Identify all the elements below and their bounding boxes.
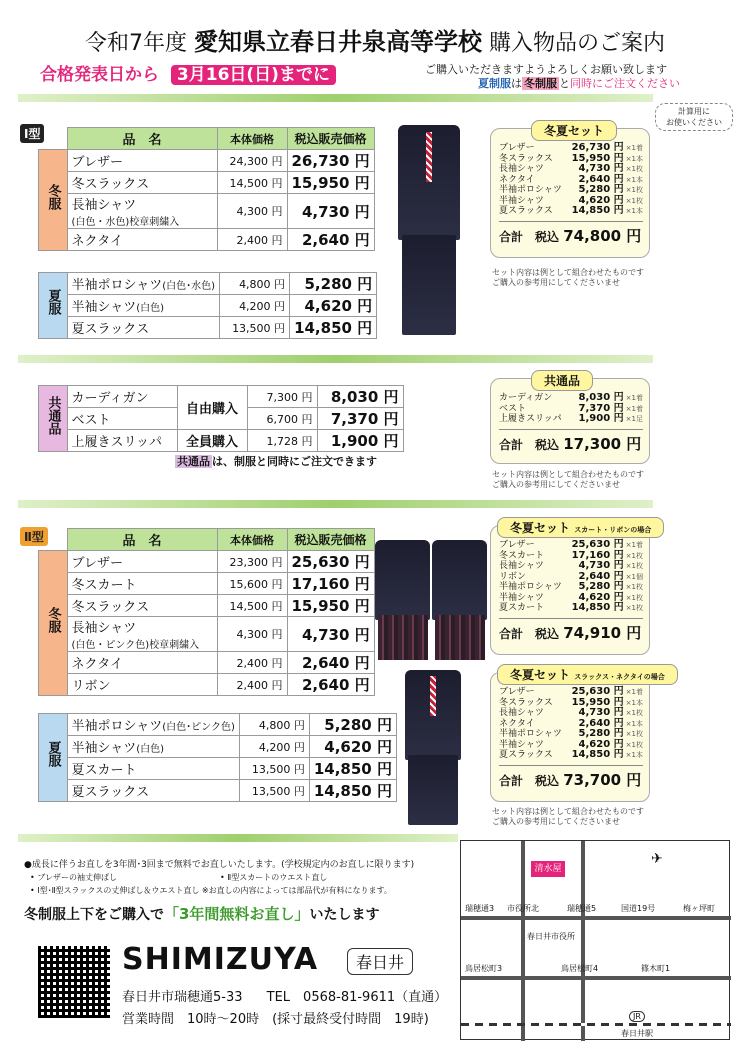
table-row: [39, 172, 375, 194]
table-row: [39, 430, 404, 452]
set-row: 半袖ポロシャツ 5,280 円 ×1枚: [499, 581, 643, 592]
table-row: [39, 150, 375, 172]
base-price: 2,400 円: [217, 674, 287, 696]
item-name: 夏スラックス: [67, 780, 239, 802]
set-row: 上履きスリッパ 1,900 円 ×1足: [499, 413, 643, 424]
tax-price: 2,640 円: [287, 229, 374, 251]
table-row: [39, 652, 375, 674]
type1-summer-table: [38, 272, 377, 339]
set-row: 夏スラックス 14,850 円 ×1本: [499, 205, 643, 216]
map-label: 鳥居松町3: [465, 964, 503, 973]
shop-hours: 営業時間 10時～20時 (採寸最終受付時間 19時): [122, 1012, 429, 1027]
item-name: カーディガン: [67, 386, 177, 408]
map-label: 鳥居松町4: [561, 964, 599, 973]
deadline-date: 3月16日(日)までに: [171, 65, 336, 85]
table-row: [39, 229, 375, 251]
item-name: 冬スラックス: [67, 595, 217, 617]
set-row: ブレザー 26,730 円 ×1着: [499, 142, 643, 153]
item-name: 夏スカート: [67, 758, 239, 780]
base-price: 4,800 円: [239, 714, 309, 736]
type2-badge: Ⅱ型: [20, 527, 48, 546]
alter-line: ●成長に伴うお直しを3年間･3回まで無料でお直しいたします。(学校規定内のお直しに限ります): [24, 860, 415, 870]
set2b-note: セット内容は例として組合わせたものです ご購入の参考用にしてくださいませ: [492, 807, 644, 827]
table-row: [39, 617, 375, 652]
map-label: 国道19号: [621, 904, 656, 913]
map[interactable]: [460, 840, 730, 1040]
set-row: 冬スラックス 15,950 円 ×1本: [499, 152, 643, 164]
table-row: [39, 780, 397, 802]
base-price: 4,800 円: [220, 273, 290, 295]
set-row: リボン 2,640 円 ×1個: [499, 570, 643, 582]
set-common-note: セット内容は例として組合わせたものです ご購入の参考用にしてくださいませ: [492, 470, 644, 490]
north-arrow-icon: ✈: [651, 851, 663, 867]
base-price: 15,600 円: [217, 573, 287, 595]
tax-price: 17,160 円: [287, 573, 374, 595]
item-name: 冬スカート: [67, 573, 217, 595]
table-row: [39, 758, 397, 780]
set-row: 半袖シャツ 4,620 円 ×1枚: [499, 738, 643, 750]
table-row: [39, 295, 377, 317]
alter-item: • ブレザーの袖丈伸ばし: [30, 873, 117, 882]
category-label: 冬服: [39, 551, 68, 696]
item-name: 半袖ポロシャツ(白色･ピンク色): [67, 714, 239, 736]
type1-winter-table: 品 名 本体価格 税込販売価格 冬服 ブレザー 24,300 円 26,730 円 冬スラックス 14,500 円 15,950 円 長袖シャツ (白色・水色)校章刺繍入 4,300 円 4,730 円 ネクタイ 2,400 円 2,640 円: [38, 127, 375, 251]
tax-price: 25,630 円: [287, 551, 374, 573]
alter-item: • Ⅰ型･Ⅱ型スラックスの丈伸ばし＆ウエスト直し ※お直しの内容によっては部品代が有料になります。: [30, 886, 392, 895]
shop-address: 春日井市瑞穂通5-33 TEL 0568-81-9611（直通）: [122, 990, 448, 1005]
base-price: 4,200 円: [220, 295, 290, 317]
tax-price: 14,850 円: [290, 317, 377, 339]
category-label: 夏服: [39, 714, 68, 802]
girl-blazer-image: [432, 540, 487, 620]
type2-winter-table: 品 名 本体価格 税込販売価格 冬服 ブレザー 23,300 円 25,630 円 冬スカート 15,600 円 17,160 円 冬スラックス 14,500 円 15,950 円 長袖シャツ (白色・ピンク色)校章刺繍入 4,300 円 4,730 円 ネクタイ 2,400 円 2,640 円 リボン 2,400 円 2,640 円: [38, 528, 375, 696]
set1-title: 冬夏セット: [531, 120, 617, 141]
map-label: 市役所北: [507, 904, 539, 913]
category-label: 夏服: [39, 273, 68, 339]
deadline-banner: 合格発表日から 3月16日(日)までに: [40, 60, 336, 85]
skirt-image: [378, 615, 428, 660]
set-common-title: 共通品: [531, 370, 593, 391]
base-price: 13,500 円: [239, 780, 309, 802]
item-name: 半袖ポロシャツ(白色･水色): [67, 273, 220, 295]
base-price: 1,728 円: [247, 430, 317, 452]
base-price: 6,700 円: [247, 408, 317, 430]
base-price: 4,300 円: [217, 194, 287, 229]
page-title: 令和7年度 愛知県立春日井泉高等学校 購入物品のご案内: [84, 28, 665, 56]
table-row: [39, 674, 375, 696]
table-row: [39, 194, 375, 229]
set-row: カーディガン 8,030 円 ×1着: [499, 392, 643, 403]
table-row: [39, 317, 377, 339]
map-label: 梅ヶ坪町: [683, 904, 715, 913]
divider: [18, 94, 653, 102]
set-row: 長袖シャツ 4,730 円 ×1枚: [499, 163, 643, 174]
road: [461, 916, 731, 920]
set-total: 合計 税込 74,910 円: [499, 618, 643, 643]
base-price: 4,200 円: [239, 736, 309, 758]
set-total: 合計 税込 74,800 円: [499, 221, 643, 246]
jr-badge: JR: [629, 1011, 645, 1022]
set-row: ネクタイ 2,640 円 ×1本: [499, 717, 643, 729]
item-name: ブレザー: [67, 551, 217, 573]
base-price: 14,500 円: [217, 172, 287, 194]
set1-box: [490, 124, 650, 258]
category-label: 共通品: [39, 386, 68, 452]
road: [581, 841, 585, 1041]
skirt-image: [435, 615, 485, 660]
set-total: 合計 税込 17,300 円: [499, 429, 643, 454]
set2a-title: 冬夏セット スカート・リボンの場合: [497, 517, 664, 538]
type2-summer-table: [38, 713, 397, 802]
base-price: 13,500 円: [220, 317, 290, 339]
set2b-title: 冬夏セット スラックス・ネクタイの場合: [497, 664, 678, 685]
item-name: 半袖シャツ(白色): [67, 736, 239, 758]
item-name: 上履きスリッパ: [67, 430, 177, 452]
tax-price: 8,030 円: [317, 386, 403, 408]
item-name: 夏スラックス: [67, 317, 220, 339]
base-price: 7,300 円: [247, 386, 317, 408]
table-row: [39, 736, 397, 758]
base-price: 4,300 円: [217, 617, 287, 652]
purchase-type: 自由購入: [177, 386, 247, 430]
base-price: 2,400 円: [217, 229, 287, 251]
table-row: [39, 573, 375, 595]
set1-note: セット内容は例として組合わせたものです ご購入の参考用にしてくださいませ: [492, 268, 644, 288]
set2a-box: [490, 521, 652, 655]
shop-marker: 清水屋: [531, 861, 565, 877]
set-row: ネクタイ 2,640 円 ×1本: [499, 173, 643, 185]
map-label: 篠木町1: [641, 964, 671, 973]
school-name: 愛知県立春日井泉高等学校: [193, 28, 482, 56]
tax-price: 4,620 円: [290, 295, 377, 317]
item-name: 冬スラックス: [67, 172, 217, 194]
set-row: ブレザー 25,630 円 ×1着: [499, 539, 643, 550]
table-row: [39, 386, 404, 408]
map-label: 春日井駅: [621, 1029, 653, 1038]
deadline-note: 夏制服は 冬制服 と同時にご注文ください: [478, 77, 680, 90]
item-name: ネクタイ: [67, 652, 217, 674]
set-row: ベスト 7,370 円 ×1着: [499, 402, 643, 414]
table-row: [39, 714, 397, 736]
set-row: 夏スラックス 14,850 円 ×1本: [499, 749, 643, 760]
girl-blazer-image: [375, 540, 430, 620]
set2b-box: [490, 668, 665, 802]
divider: [18, 355, 653, 363]
road: [521, 841, 525, 1041]
set-row: 長袖シャツ 4,730 円 ×1枚: [499, 707, 643, 718]
item-name: 長袖シャツ (白色・水色)校章刺繍入: [67, 194, 217, 229]
set-row: 夏スカート 14,850 円 ×1枚: [499, 602, 643, 613]
road: [461, 976, 731, 980]
tax-price: 7,370 円: [317, 408, 403, 430]
table-row: [39, 595, 375, 617]
calc-note: 計算用に お使いください: [655, 103, 733, 131]
set-common-box: [490, 374, 650, 464]
tax-price: 2,640 円: [287, 652, 374, 674]
set-row: ブレザー 25,630 円 ×1着: [499, 686, 643, 697]
slacks-image: [408, 755, 458, 825]
base-price: 2,400 円: [217, 652, 287, 674]
tax-price: 14,850 円: [309, 758, 396, 780]
set-row: 冬スカート 17,160 円 ×1枚: [499, 549, 643, 561]
tax-price: 4,730 円: [287, 617, 374, 652]
set-row: 半袖シャツ 4,620 円 ×1枚: [499, 194, 643, 206]
item-name: ベスト: [67, 408, 177, 430]
divider: [18, 500, 653, 508]
set-total: 合計 税込 73,700 円: [499, 765, 643, 790]
tax-price: 4,620 円: [309, 736, 396, 758]
alter-promo: 冬制服上下をご購入で「3年間無料お直し」いたします: [24, 905, 380, 923]
tie-image: [426, 132, 432, 182]
divider: [18, 834, 458, 842]
table-row: [39, 273, 377, 295]
alter-item: • Ⅱ型スカートのウエスト直し: [220, 873, 328, 882]
deadline-message: ご購入いただきますようよろしくお願い致します: [425, 63, 667, 76]
base-price: 24,300 円: [217, 150, 287, 172]
shop-branch: 春日井: [347, 948, 413, 975]
set-row: 半袖ポロシャツ 5,280 円 ×1枚: [499, 184, 643, 195]
tax-price: 14,850 円: [309, 780, 396, 802]
qr-code[interactable]: [38, 946, 110, 1018]
set-row: 半袖ポロシャツ 5,280 円 ×1枚: [499, 728, 643, 739]
tax-price: 1,900 円: [317, 430, 403, 452]
set-row: 長袖シャツ 4,730 円 ×1枚: [499, 560, 643, 571]
tax-price: 15,950 円: [287, 172, 374, 194]
tax-price: 26,730 円: [287, 150, 374, 172]
railway: [461, 1023, 731, 1026]
slacks-image: [402, 235, 456, 335]
set-row: 冬スラックス 15,950 円 ×1本: [499, 696, 643, 708]
tax-price: 2,640 円: [287, 674, 374, 696]
base-price: 23,300 円: [217, 551, 287, 573]
tax-price: 15,950 円: [287, 595, 374, 617]
item-name: リボン: [67, 674, 217, 696]
item-name: 長袖シャツ (白色・ピンク色)校章刺繍入: [67, 617, 217, 652]
common-table: [38, 385, 404, 452]
base-price: 14,500 円: [217, 595, 287, 617]
purchase-type: 全員購入: [177, 430, 247, 452]
set-row: 半袖シャツ 4,620 円 ×1枚: [499, 591, 643, 603]
map-label: 春日井市役所: [527, 932, 575, 941]
tie-image: [430, 676, 436, 716]
table-row: [39, 551, 375, 573]
item-name: ブレザー: [67, 150, 217, 172]
tax-price: 5,280 円: [290, 273, 377, 295]
item-name: ネクタイ: [67, 229, 217, 251]
tax-price: 5,280 円: [309, 714, 396, 736]
common-note: 共通品 は、制服と同時にご注文できます: [177, 455, 377, 468]
base-price: 13,500 円: [239, 758, 309, 780]
shop-logo: SHIMIZUYA: [122, 942, 319, 977]
tax-price: 4,730 円: [287, 194, 374, 229]
category-label: 冬服: [39, 150, 68, 251]
map-label: 瑞穂通5: [567, 904, 597, 913]
map-label: 瑞穂通3: [465, 904, 495, 913]
type1-badge: Ⅰ型: [20, 124, 44, 143]
item-name: 半袖シャツ(白色): [67, 295, 220, 317]
